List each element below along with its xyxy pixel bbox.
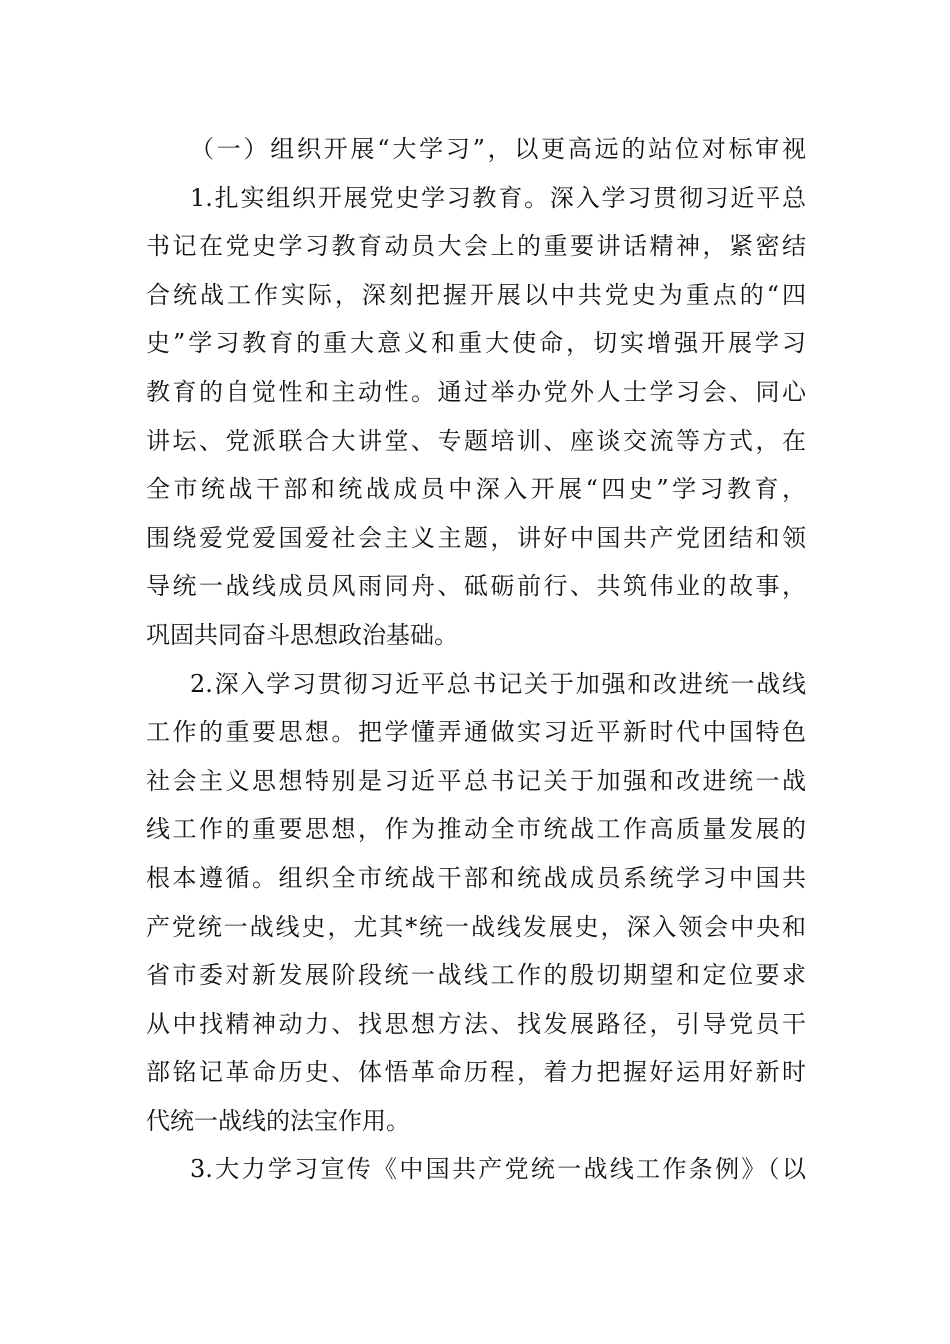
paragraph-2 [146, 660, 806, 1146]
paragraph-1 [146, 174, 806, 660]
paragraph-line: 产党统一战线史，尤其*统一战线发展史，深入领会中央和 [146, 912, 806, 941]
paragraph-line: 书记在党史学习教育动员大会上的重要讲话精神，紧密结 [146, 232, 806, 261]
paragraph-line: 线工作的重要思想，作为推动全市统战工作高质量发展的 [146, 815, 806, 844]
paragraph-line: 工作的重要思想。把学懂弄通做实习近平新时代中国特色 [146, 718, 806, 747]
paragraph-line: 根本遵循。组织全市统战干部和统战成员系统学习中国共 [146, 863, 806, 892]
paragraph-line: 2.深入学习贯彻习近平总书记关于加强和改进统一战线 [190, 669, 806, 698]
paragraph-line: 围绕爱党爱国爱社会主义主题，讲好中国共产党团结和领 [146, 523, 806, 552]
paragraph-line: 代统一战线的法宝作用。 [146, 1106, 410, 1135]
paragraph-line: 史”学习教育的重大意义和重大使命，切实增强开展学习 [146, 329, 806, 358]
paragraph-line: 省市委对新发展阶段统一战线工作的殷切期望和定位要求 [146, 961, 806, 990]
paragraph-line: 部铭记革命历史、体悟革命历程，着力把握好运用好新时 [146, 1058, 806, 1087]
paragraph-line: 导统一战线成员风雨同舟、砥砺前行、共筑伟业的故事， [146, 572, 806, 601]
paragraph-line: 合统战工作实际，深刻把握开展以中共党史为重点的“四 [146, 280, 806, 309]
document-body [146, 125, 806, 1194]
paragraph-line: 讲坛、党派联合大讲堂、专题培训、座谈交流等方式，在 [146, 426, 806, 455]
paragraph-line: 从中找精神动力、找思想方法、找发展路径，引导党员干 [146, 1009, 806, 1038]
paragraph-line: 3.大力学习宣传《中国共产党统一战线工作条例》（以 [190, 1155, 806, 1184]
paragraph-line: 巩固共同奋斗思想政治基础。 [146, 620, 458, 649]
section-heading: （一）组织开展“大学习”，以更高远的站位对标审视 [190, 135, 806, 163]
paragraph-line: 1.扎实组织开展党史学习教育。深入学习贯彻习近平总 [190, 183, 806, 212]
paragraph-line: 教育的自觉性和主动性。通过举办党外人士学习会、同心 [146, 377, 806, 406]
paragraph-line: 全市统战干部和统战成员中深入开展“四史”学习教育， [146, 475, 806, 504]
paragraph-line: 社会主义思想特别是习近平总书记关于加强和改进统一战 [146, 766, 806, 795]
paragraph-3 [146, 1145, 806, 1194]
